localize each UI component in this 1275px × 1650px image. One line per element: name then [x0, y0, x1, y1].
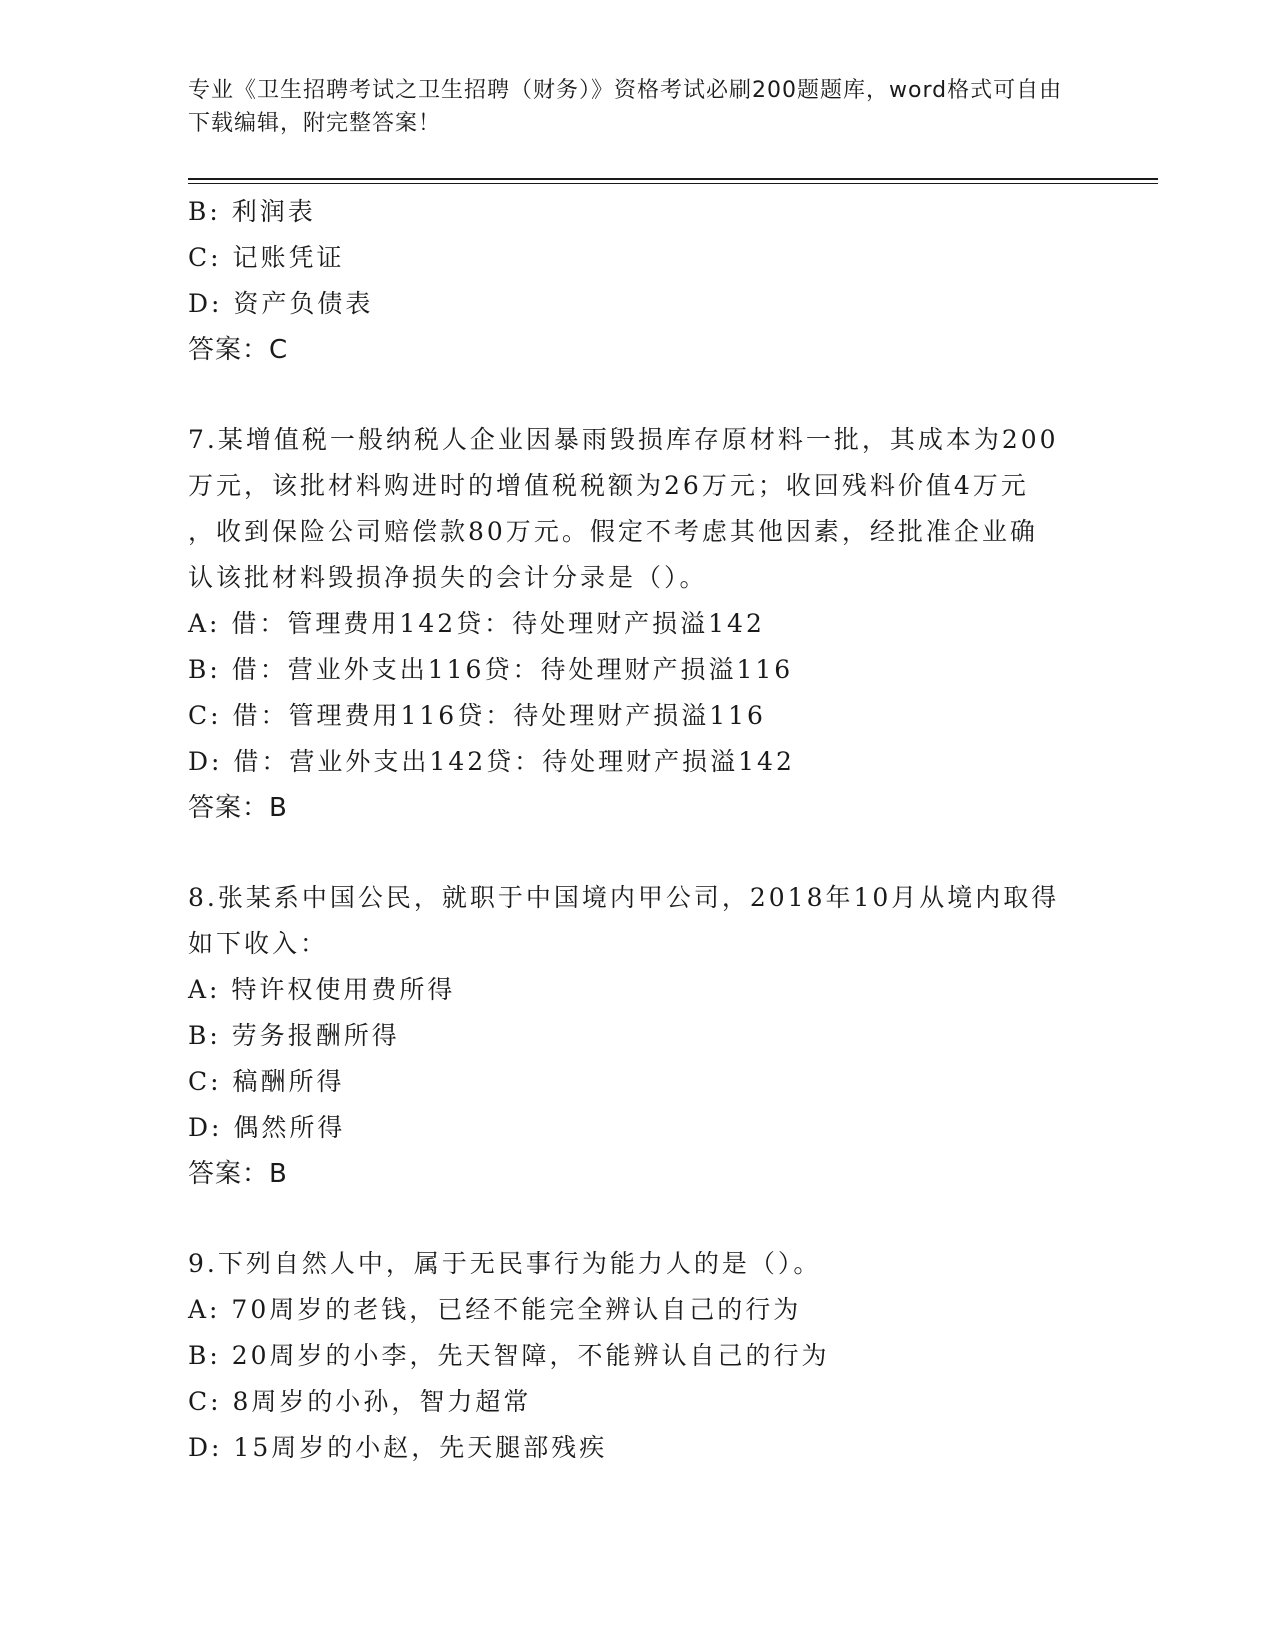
answer-line: 答案：B: [188, 793, 288, 823]
option-c: C: 稿酬所得: [188, 1067, 345, 1096]
option-b: B: 劳务报酬所得: [188, 1021, 400, 1050]
option-c: C: 记账凭证: [188, 243, 345, 272]
option-d: D: 借：营业外支出142贷：待处理财产损溢142: [188, 747, 795, 776]
document-header: 专业《卫生招聘考试之卫生招聘（财务）》资格考试必刷200题题库，word格式可自由下载编辑，附完整答案！: [188, 78, 1063, 136]
option-c: C: 8周岁的小孙，智力超常: [188, 1387, 532, 1416]
header-divider-thick: [188, 178, 1158, 180]
option-b: B: 20周岁的小李，先天智障，不能辨认自己的行为: [188, 1341, 830, 1370]
option-a: A: 特许权使用费所得: [188, 975, 456, 1004]
option-d: D: 15周岁的小赵，先天腿部残疾: [188, 1433, 608, 1462]
question-7: [188, 417, 1088, 831]
answer-line: 答案：B: [188, 1159, 288, 1189]
option-b: B: 借：营业外支出116贷：待处理财产损溢116: [188, 655, 794, 684]
question-stem-line: ，收到保险公司赔偿款80万元。假定不考虑其他因素，经批准企业确: [188, 517, 1038, 546]
option-b: B: 利润表: [188, 197, 316, 226]
question-stem-line: 如下收入：: [188, 929, 329, 958]
question-8: [188, 875, 1088, 1197]
option-d: D: 偶然所得: [188, 1113, 346, 1142]
spacer: [188, 831, 1088, 875]
header-divider-thin: [188, 183, 1158, 184]
spacer: [188, 1197, 1088, 1241]
spacer: [188, 373, 1088, 417]
option-a: A: 借：管理费用142贷：待处理财产损溢142: [188, 609, 765, 638]
option-d: D: 资产负债表: [188, 289, 374, 318]
question-list: [188, 189, 1088, 1471]
question-6-tail: [188, 189, 1088, 373]
option-a: A: 70周岁的老钱，已经不能完全辨认自己的行为: [188, 1295, 802, 1324]
option-c: C: 借：管理费用116贷：待处理财产损溢116: [188, 701, 766, 730]
question-stem-line: 认该批材料毁损净损失的会计分录是（）。: [188, 563, 708, 592]
question-stem-line: 万元，该批材料购进时的增值税税额为26万元；收回残料价值4万元: [188, 471, 1029, 500]
answer-line: 答案：C: [188, 335, 289, 365]
question-stem-line: 8.张某系中国公民，就职于中国境内甲公司，2018年10月从境内取得: [188, 883, 1060, 912]
question-9: [188, 1241, 1088, 1471]
question-stem-line: 9.下列自然人中，属于无民事行为能力人的是（）。: [188, 1249, 822, 1278]
question-stem-line: 7.某增值税一般纳税人企业因暴雨毁损库存原材料一批，其成本为200: [188, 425, 1059, 454]
